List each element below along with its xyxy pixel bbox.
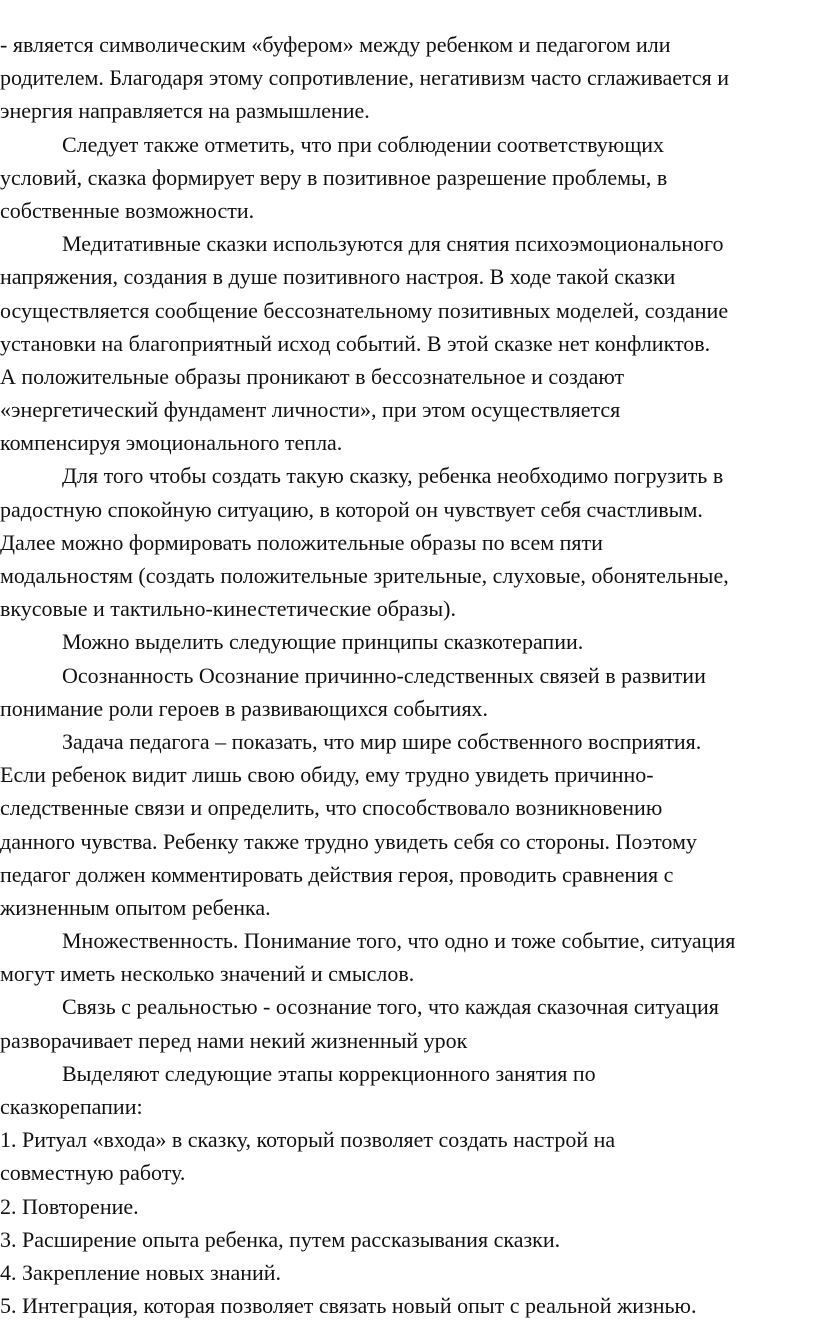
paragraph xyxy=(0,924,816,990)
list-item xyxy=(0,1190,816,1223)
text-line: - является символическим «буфером» между ребенком и педагогом или xyxy=(0,32,671,57)
text-line: «энергетический фундамент личности», при этом осуществляется xyxy=(0,397,621,423)
text-line: Можно выделить следующие принципы сказкотерапии. xyxy=(62,629,584,655)
list-item xyxy=(0,1123,816,1189)
paragraph xyxy=(0,1057,816,1123)
text-line: условий, сказка формирует веру в позитивное разрешение проблемы, в xyxy=(0,164,668,190)
text-line: понимание роли героев в развивающихся событиях. xyxy=(0,695,489,721)
text-line: могут иметь несколько значений и смыслов. xyxy=(0,961,415,987)
paragraph xyxy=(0,725,816,924)
text-line: Выделяют следующие этапы коррекционного занятия по xyxy=(62,1060,596,1086)
text-line: модальностям (создать положительные зрительные, слуховые, обонятельные, xyxy=(0,563,729,588)
text-line: А положительные образы проникают в бессознательное и создают xyxy=(0,363,625,389)
text-line: 5. Интеграция, которая позволяет связать новый опыт с реальной жизнью. xyxy=(0,1293,697,1319)
text-line: собственные возможности. xyxy=(0,197,255,223)
text-line: радостную спокойную ситуацию, в которой он чувствует себя счастливым. xyxy=(0,496,703,522)
text-line: 3. Расширение опыта ребенка, путем рассказывания сказки. xyxy=(0,1226,561,1252)
text-line: Множественность. Понимание того, что одно и тоже событие, ситуация xyxy=(62,928,736,954)
text-line: жизненным опытом ребенка. xyxy=(0,894,271,920)
paragraph xyxy=(0,227,816,459)
text-line: родителем. Благодаря этому сопротивление, негативизм часто сглаживается и xyxy=(0,65,730,91)
text-line: 2. Повторение. xyxy=(0,1193,139,1219)
text-line: педагог должен комментировать действия героя, проводить сравнения с xyxy=(0,861,674,887)
text-line: Следует также отметить, что при соблюдении соответствующих xyxy=(62,131,665,157)
paragraph xyxy=(0,459,816,625)
text-line: установки на благоприятный исход событий. В этой сказке нет конфликтов. xyxy=(0,330,711,356)
text-line: вкусовые и тактильно-кинестетические образы). xyxy=(0,596,456,622)
paragraph xyxy=(0,128,816,228)
text-line: Далее можно формировать положительные образы по всем пяти xyxy=(0,529,603,555)
text-line: совместную работу. xyxy=(0,1160,186,1186)
list-item xyxy=(0,1223,816,1256)
text-line: разворачивает перед нами некий жизненный урок xyxy=(0,1027,468,1053)
text-line: компенсируя эмоционального тепла. xyxy=(0,430,343,456)
text-line: Связь с реальностью - осознание того, что каждая сказочная ситуация xyxy=(62,994,719,1020)
paragraph xyxy=(0,990,816,1056)
text-line: 4. Закрепление новых знаний. xyxy=(0,1259,282,1285)
text-line: энергия направляется на размышление. xyxy=(0,98,370,124)
text-line: напряжения, создания в душе позитивного настроя. В ходе такой сказки xyxy=(0,264,676,290)
text-line: Медитативные сказки используются для снятия психоэмоционального xyxy=(62,231,724,257)
text-line: Для того чтобы создать такую сказку, ребенка необходимо погрузить в xyxy=(62,463,724,489)
list-item xyxy=(0,1256,816,1289)
paragraph xyxy=(0,625,816,658)
text-line: 1. Ритуал «входа» в сказку, который позволяет создать настрой на xyxy=(0,1127,616,1153)
text-line: Задача педагога – показать, что мир шире собственного восприятия. xyxy=(62,728,702,754)
paragraph xyxy=(0,659,816,725)
list-item xyxy=(0,1289,816,1322)
document-page xyxy=(0,28,816,1322)
text-line: сказкорепапии: xyxy=(0,1094,143,1119)
paragraph xyxy=(0,28,816,128)
text-line: данного чувства. Ребенку также трудно увидеть себя со стороны. Поэтому xyxy=(0,828,697,854)
text-line: Если ребенок видит лишь свою обиду, ему трудно увидеть причинно- xyxy=(0,762,654,788)
text-line: Осознанность Осознание причинно-следственных связей в развитии xyxy=(62,662,706,688)
text-line: осуществляется сообщение бессознательному позитивных моделей, создание xyxy=(0,297,729,323)
text-line: следственные связи и определить, что способствовало возникновению xyxy=(0,795,663,821)
